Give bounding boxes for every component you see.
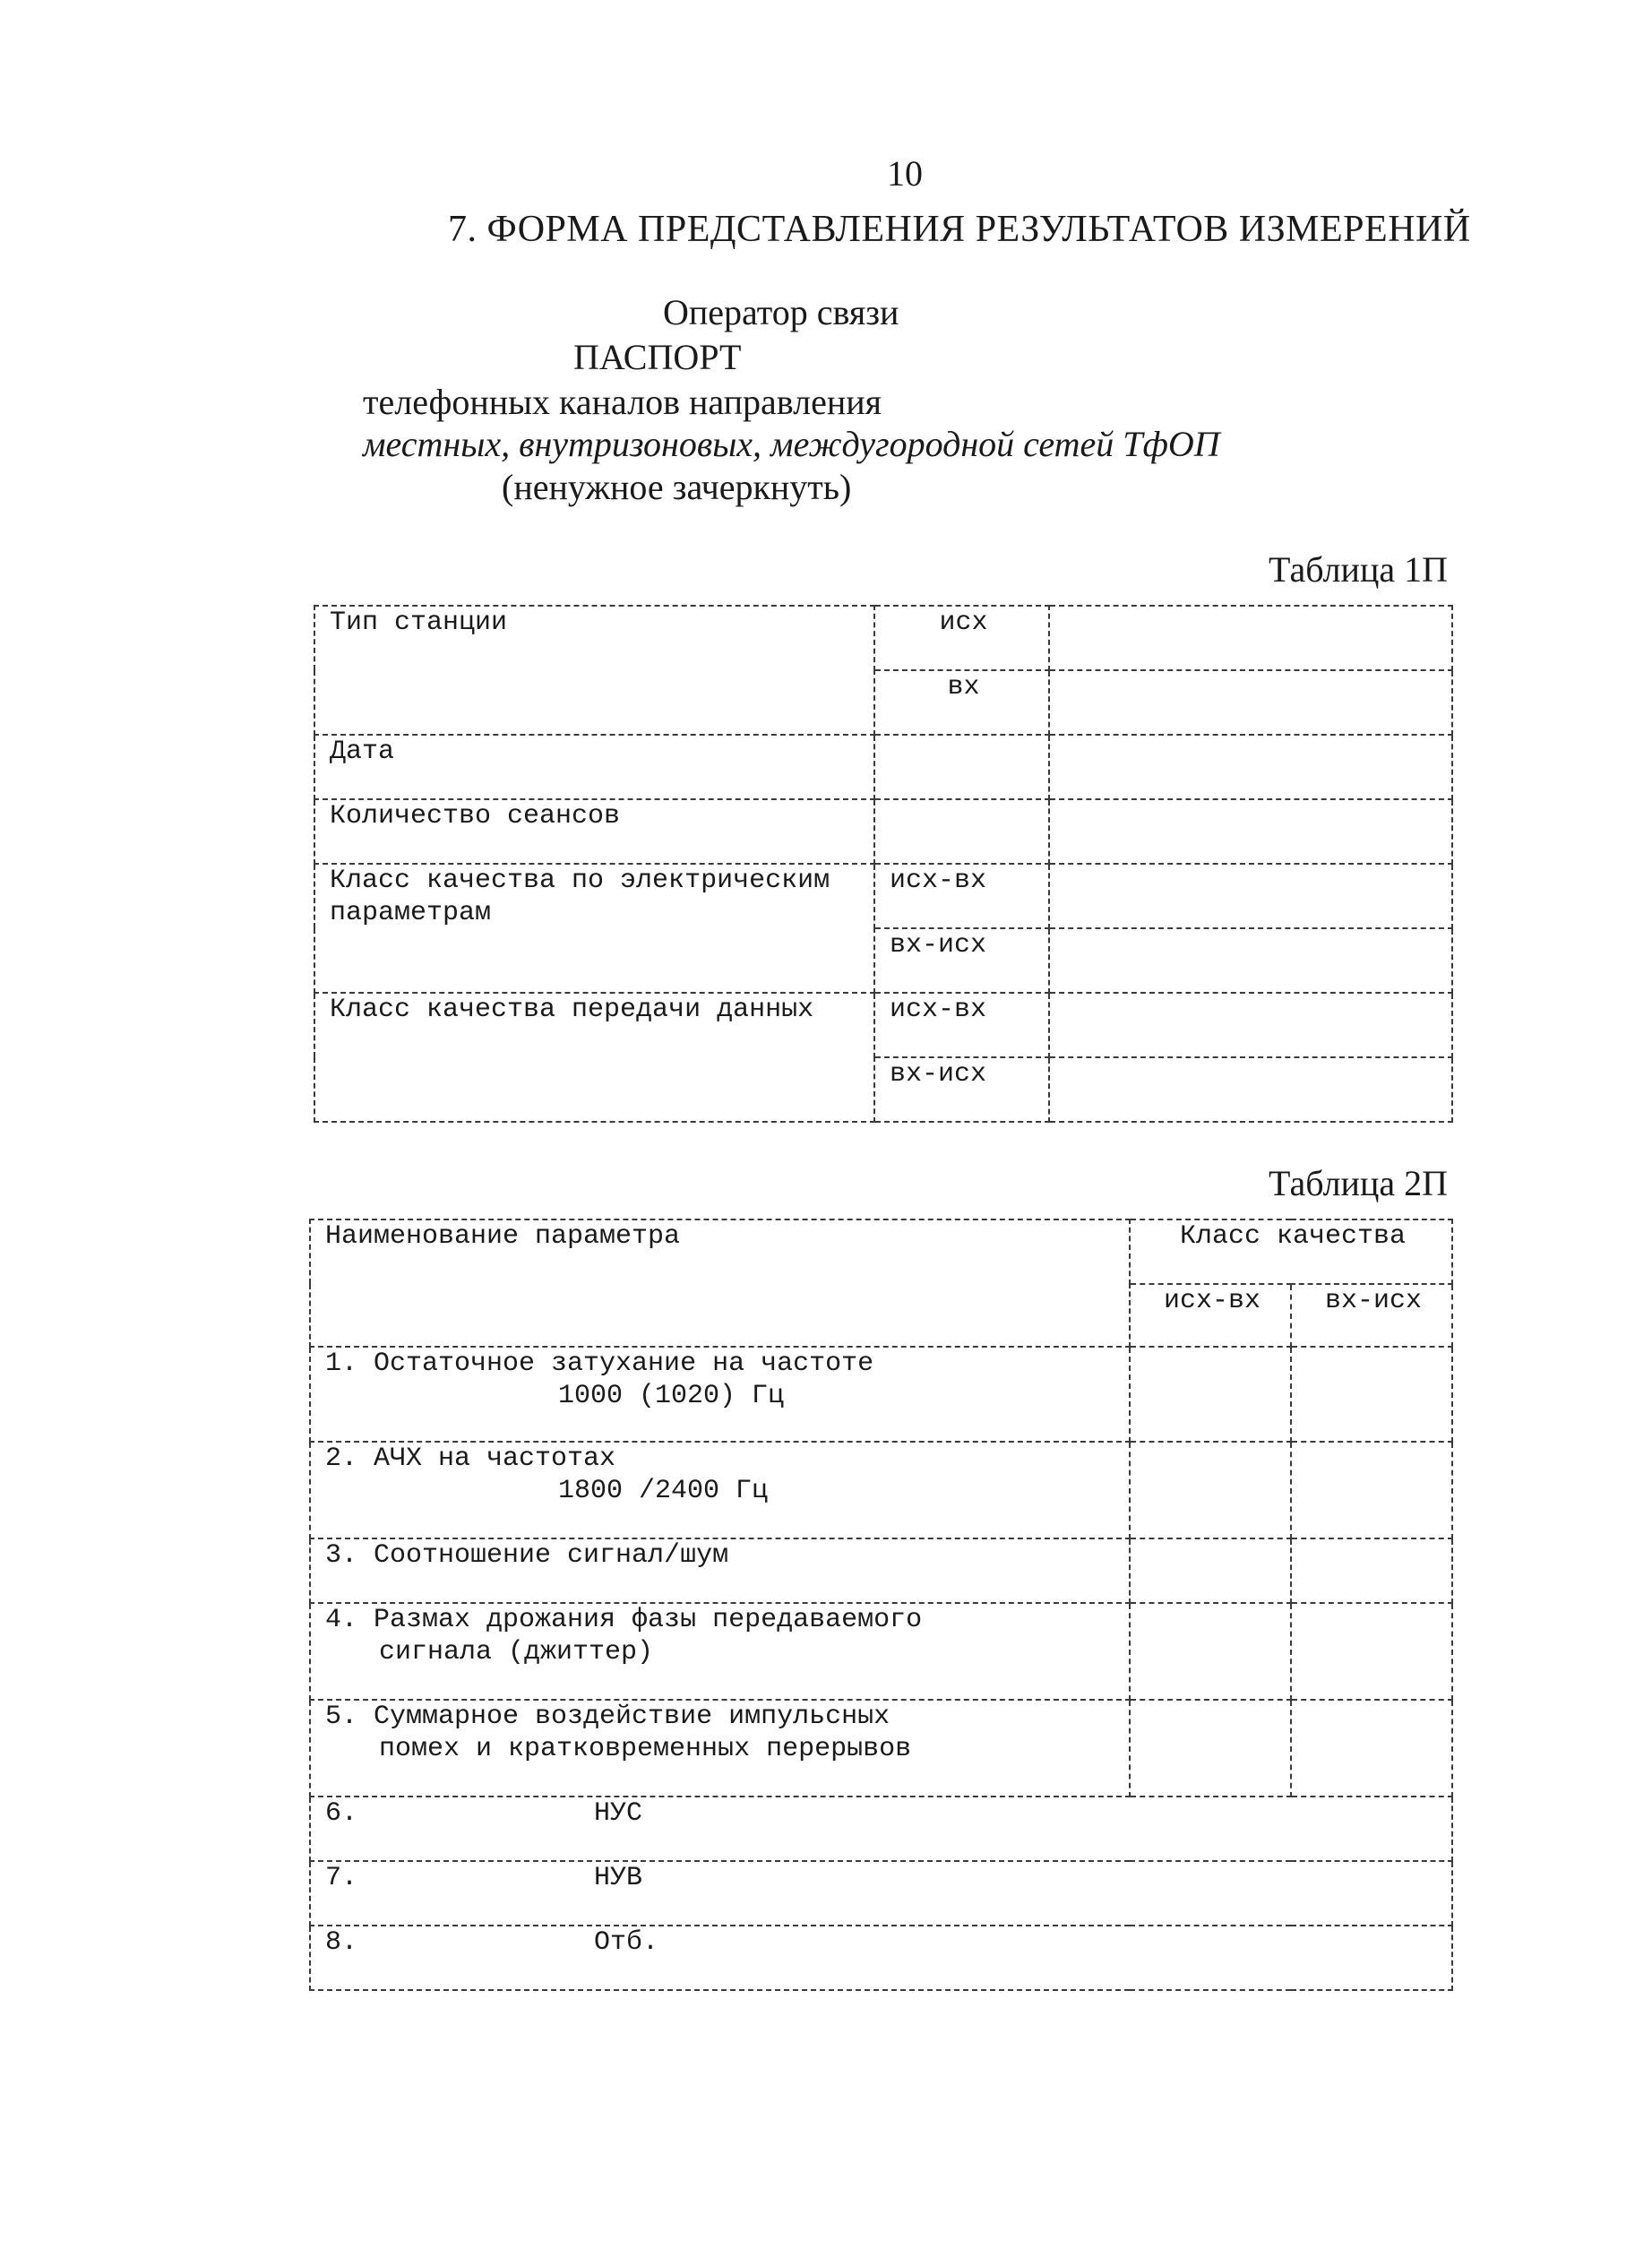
- value-cell: [1130, 1538, 1291, 1603]
- class-header: Класс качества: [1130, 1219, 1452, 1284]
- table-row: [314, 735, 1452, 799]
- out-in-label: исх-вх: [874, 864, 1049, 928]
- param-cell: [310, 1861, 1452, 1926]
- table-row: [310, 1347, 1452, 1442]
- table-row: [314, 799, 1452, 864]
- table-row: [310, 1219, 1452, 1284]
- table-row: [310, 1861, 1452, 1926]
- value-cell: [1130, 1603, 1291, 1700]
- section-heading: 7. ФОРМА ПРЕДСТАВЛЕНИЯ РЕЗУЛЬТАТОВ ИЗМЕРЕНИЙ: [448, 209, 1471, 250]
- param-line: 2. АЧХ на частотах: [325, 1443, 616, 1474]
- value-cell: [1291, 1603, 1452, 1700]
- param-cell: [310, 1538, 1130, 1603]
- col-out-in-header: исх-вх: [1130, 1284, 1291, 1347]
- value-cell: [1291, 1700, 1452, 1797]
- value-cell: [1291, 1347, 1452, 1442]
- param-line: 1800 /2400 Гц: [558, 1476, 769, 1506]
- row-label: НУС: [594, 1798, 643, 1829]
- quality-electric-out-in-value: [1049, 864, 1452, 928]
- param-line: 4. Размах дрожания фазы передаваемого: [325, 1605, 923, 1635]
- table2-caption: Таблица 2П: [1269, 1163, 1448, 1203]
- col-in-out-header: вх-исх: [1291, 1284, 1452, 1347]
- date-label: Дата: [314, 735, 874, 799]
- out-label: исх: [874, 606, 1049, 670]
- param-line: 5. Суммарное воздействие импульсных: [325, 1702, 891, 1732]
- quality-data-label: Класс качества передачи данных: [314, 993, 874, 1122]
- table-row: [314, 993, 1452, 1057]
- out-in-label: исх-вх: [874, 993, 1049, 1057]
- param-line: 3. Соотношение сигнал/шум: [325, 1540, 729, 1571]
- param-line: помех и кратковременных перерывов: [379, 1734, 912, 1764]
- in-out-label: вх-исх: [874, 928, 1049, 993]
- station-type-label: Тип станции: [314, 606, 874, 735]
- sessions-value: [1049, 799, 1452, 864]
- table-row: [310, 1700, 1452, 1797]
- passport-title: ПАСПОРТ: [573, 337, 742, 377]
- table-row: [310, 1926, 1452, 1990]
- param-cell: [310, 1347, 1130, 1442]
- table-1p: [314, 605, 1453, 1123]
- quality-electric-in-out-value: [1049, 928, 1452, 993]
- row-label: Отб.: [594, 1927, 659, 1958]
- sessions-mid-cell: [874, 799, 1049, 864]
- date-value: [1049, 735, 1452, 799]
- table-row: [310, 1538, 1452, 1603]
- param-cell: [310, 1797, 1452, 1861]
- table1-caption: Таблица 1П: [1269, 549, 1448, 590]
- param-header: Наименование параметра: [310, 1219, 1130, 1347]
- quality-electric-label: Класс качества по электрическим параметрам: [314, 864, 874, 993]
- passport-subtitle-1: телефонных каналов направления: [363, 382, 882, 422]
- value-cell: [1130, 1347, 1291, 1442]
- in-out-label: вх-исх: [874, 1057, 1049, 1122]
- passport-subtitle-3: (ненужное зачеркнуть): [502, 467, 852, 507]
- table-row: [310, 1603, 1452, 1700]
- value-cell: [1291, 1442, 1452, 1538]
- station-type-in-value: [1049, 670, 1452, 735]
- param-cell: [310, 1442, 1130, 1538]
- table-row: [310, 1797, 1452, 1861]
- table-row: [314, 864, 1452, 928]
- row-number: 8.: [325, 1927, 358, 1958]
- table-row: [314, 606, 1452, 670]
- sessions-label: Количество сеансов: [314, 799, 874, 864]
- in-label: вх: [874, 670, 1049, 735]
- quality-data-out-in-value: [1049, 993, 1452, 1057]
- param-line: 1. Остаточное затухание на частоте: [325, 1349, 874, 1379]
- date-mid-cell: [874, 735, 1049, 799]
- param-cell: [310, 1926, 1452, 1990]
- row-number: 6.: [325, 1798, 358, 1829]
- row-label: НУВ: [594, 1863, 643, 1893]
- page-number: 10: [887, 153, 923, 194]
- param-cell: [310, 1603, 1130, 1700]
- operator-label: Оператор связи: [663, 292, 899, 332]
- param-line: 1000 (1020) Гц: [558, 1381, 785, 1411]
- value-cell: [1130, 1442, 1291, 1538]
- param-cell: [310, 1700, 1130, 1797]
- station-type-out-value: [1049, 606, 1452, 670]
- table-row: [310, 1442, 1452, 1538]
- row-number: 7.: [325, 1863, 358, 1893]
- param-line: сигнала (джиттер): [379, 1637, 654, 1667]
- table-2p: [309, 1219, 1453, 1991]
- quality-data-in-out-value: [1049, 1057, 1452, 1122]
- value-cell: [1291, 1538, 1452, 1603]
- value-cell: [1130, 1700, 1291, 1797]
- passport-subtitle-2: местных, внутризоновых, междугородной сетей ТфОП: [363, 424, 1220, 464]
